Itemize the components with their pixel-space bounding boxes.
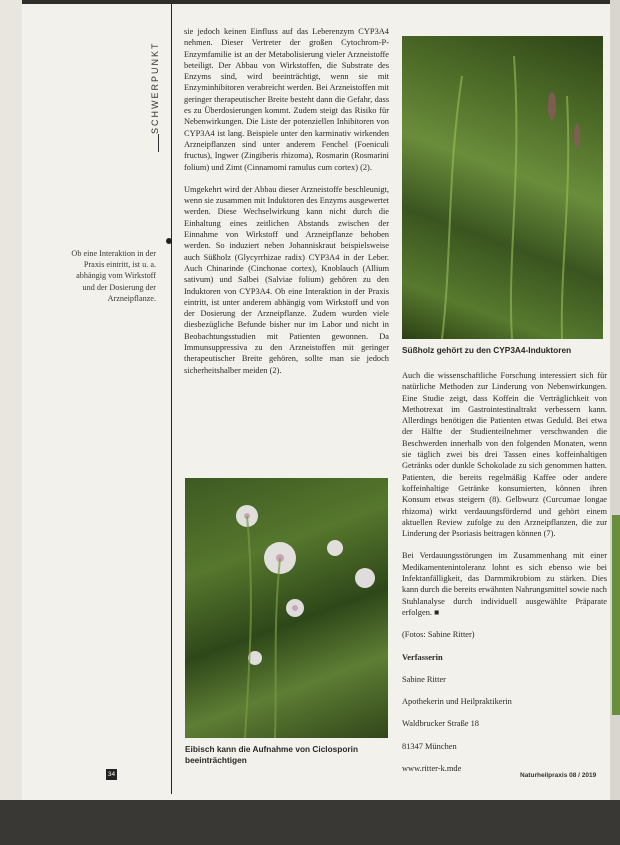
- author-name: Sabine Ritter: [402, 674, 446, 684]
- text-column-left: [184, 26, 389, 387]
- photo-licorice-plant: [402, 36, 603, 339]
- author-city: 81347 München: [402, 741, 457, 751]
- paragraph: Auch die wissenschaftliche Forschung interessiert sich für natürliche Methoden zur Linderung von Nebenwirkungen. Eine Studie zeigt, dass Koffein die Verträglichkeit von Methotrexat im Gastrointestinaltrakt verbessern kann. Allerdings benötigen die Patienten etwas Geduld. Bei etwa der Hälfte der Studienteilnehmer verschwanden die Beschwerden innerhalb von den folgenden Monaten, wenn sie täglich zwei bis drei Tassen eines koffeinhaltigen Getränks oder dunkle Schokolade zu sich genommen hatten. Patienten, die bereits regelmäßig Kaffee oder andere koffeinhaltige Getränke konsumierten, können ihren Konsum etwas steigern (8). Gelbwurz (Curcumae longae rhizoma) wirkt verdauungsfördernd und gehört einem aktuellen Review zufolge zu den Arzneipflanzen, die zur Linderung der Psoriasis beitragen können (7).: [402, 371, 607, 539]
- photo-caption-left: Eibisch kann die Aufnahme von Ciclosporin beeinträchtigen: [185, 744, 359, 765]
- photo-caption-right: Süßholz gehört zu den CYP3A4-Induktoren: [402, 345, 572, 355]
- author-street: Waldbrucker Straße 18: [402, 719, 479, 729]
- paragraph: Umgekehrt wird der Abbau dieser Arzneistoffe beschleunigt, wenn sie zusammen mit Induktoren des Enzyms ausgewertet werden. Diese Wechselwirkung kann nicht durch die Einhaltung eines zeitlichen Abstands zwischen der Einnahme von Wirkstoff und Arzneipflanze behoben werden. So induziert neben Johanniskraut beispielsweise auch Süßholz (Glycyrrhizae radix) CYP3A4 in der Leber. Auch Chinarinde (Cinchonae cortex), Knoblauch (Allium sativum) und Salbei (Salviae folium) gehören zu den Induktoren von CYP3A4. Ob eine Interaktion in der Praxis eintritt, ist unter anderem abhängig vom Wirkstoff und von der Dosierung der Arzneipflanze. Zudem wurden viele diesbezügliche Befunde bisher nur im Labor und nicht in Beobachtungsstudien mit Patienten gewonnen. Da Immunsuppressiva zu den Arzneistoffen mit geringer therapeutischer Breite gehören, sollte man sie jedoch sicherheitshalber meiden (2).: [184, 184, 389, 375]
- author-heading: Verfasserin: [402, 652, 443, 662]
- author-role: Apothekerin und Heilpraktikerin: [402, 697, 512, 707]
- kicker-rule: [158, 134, 159, 152]
- text-column-right: [402, 370, 607, 785]
- bullet-dot: [166, 238, 172, 244]
- section-rule: [171, 4, 172, 794]
- photo-marshmallow-plant: [185, 478, 388, 738]
- margin-pull-quote: Ob eine Interaktion in der Praxis eintritt, ist u. a. abhängig vom Wirkstoff und der Dosierung der Arzneipflanze.: [71, 249, 156, 303]
- magazine-page: [22, 4, 610, 800]
- magazine-footer: Naturheilpraxis 08 / 2019: [520, 772, 597, 779]
- author-website: www.ritter-k.mde: [402, 764, 462, 774]
- paragraph: sie jedoch keinen Einfluss auf das Leberenzym CYP3A4 nehmen. Dieser Vertreter der großen Cytochrom-P-Enzymfamilie ist an der Metabolisierung vieler Arzneistoffe beteiligt. Der Abbau von Wirkstoffen, die Substrate des Enzyms sind, wird beeinträchtigt, wenn sie mit Enzyminhibitoren verabreicht werden. Bei Arzneistoffen mit geringer therapeutischer Breite besteht dann die Gefahr, dass es zu Überdosierungen kommt. Zudem steigt das Risiko für Nebenwirkungen. Die Liste der potenziellen Inhibitoren von CYP3A4 ist lang. Beispiele unter den karminativ wirkenden Arzneipflanzen sind unter anderem Fenchel (Foeniculi fructus), Ingwer (Zingiberis rhizoma), Rosmarin (Rosmarini folium) und Zimt (Cinnamomi ramulus cum cortex) (2).: [184, 27, 389, 172]
- photo-credit: (Fotos: Sabine Ritter): [402, 630, 475, 640]
- page-number: 34: [107, 771, 116, 778]
- scan-background-bottom: [0, 800, 620, 845]
- scan-border-right: [610, 0, 620, 845]
- paragraph: Bei Verdauungsstörungen im Zusammenhang mit einer Medikamentenintoleranz lohnt es sich ebenso wie bei Infektanfälligkeit, das Darmmikrobiom zu stärken. Dies kann durch die bereits erwähnten Nahrungsmittel sowie nach Stuhlanalyse durch individuell ausgewählte Präparate erfolgen. ■: [402, 551, 607, 617]
- adjacent-page-edge: [612, 515, 620, 715]
- section-kicker: SCHWERPUNKT: [150, 41, 160, 134]
- scan-border-left: [0, 0, 22, 845]
